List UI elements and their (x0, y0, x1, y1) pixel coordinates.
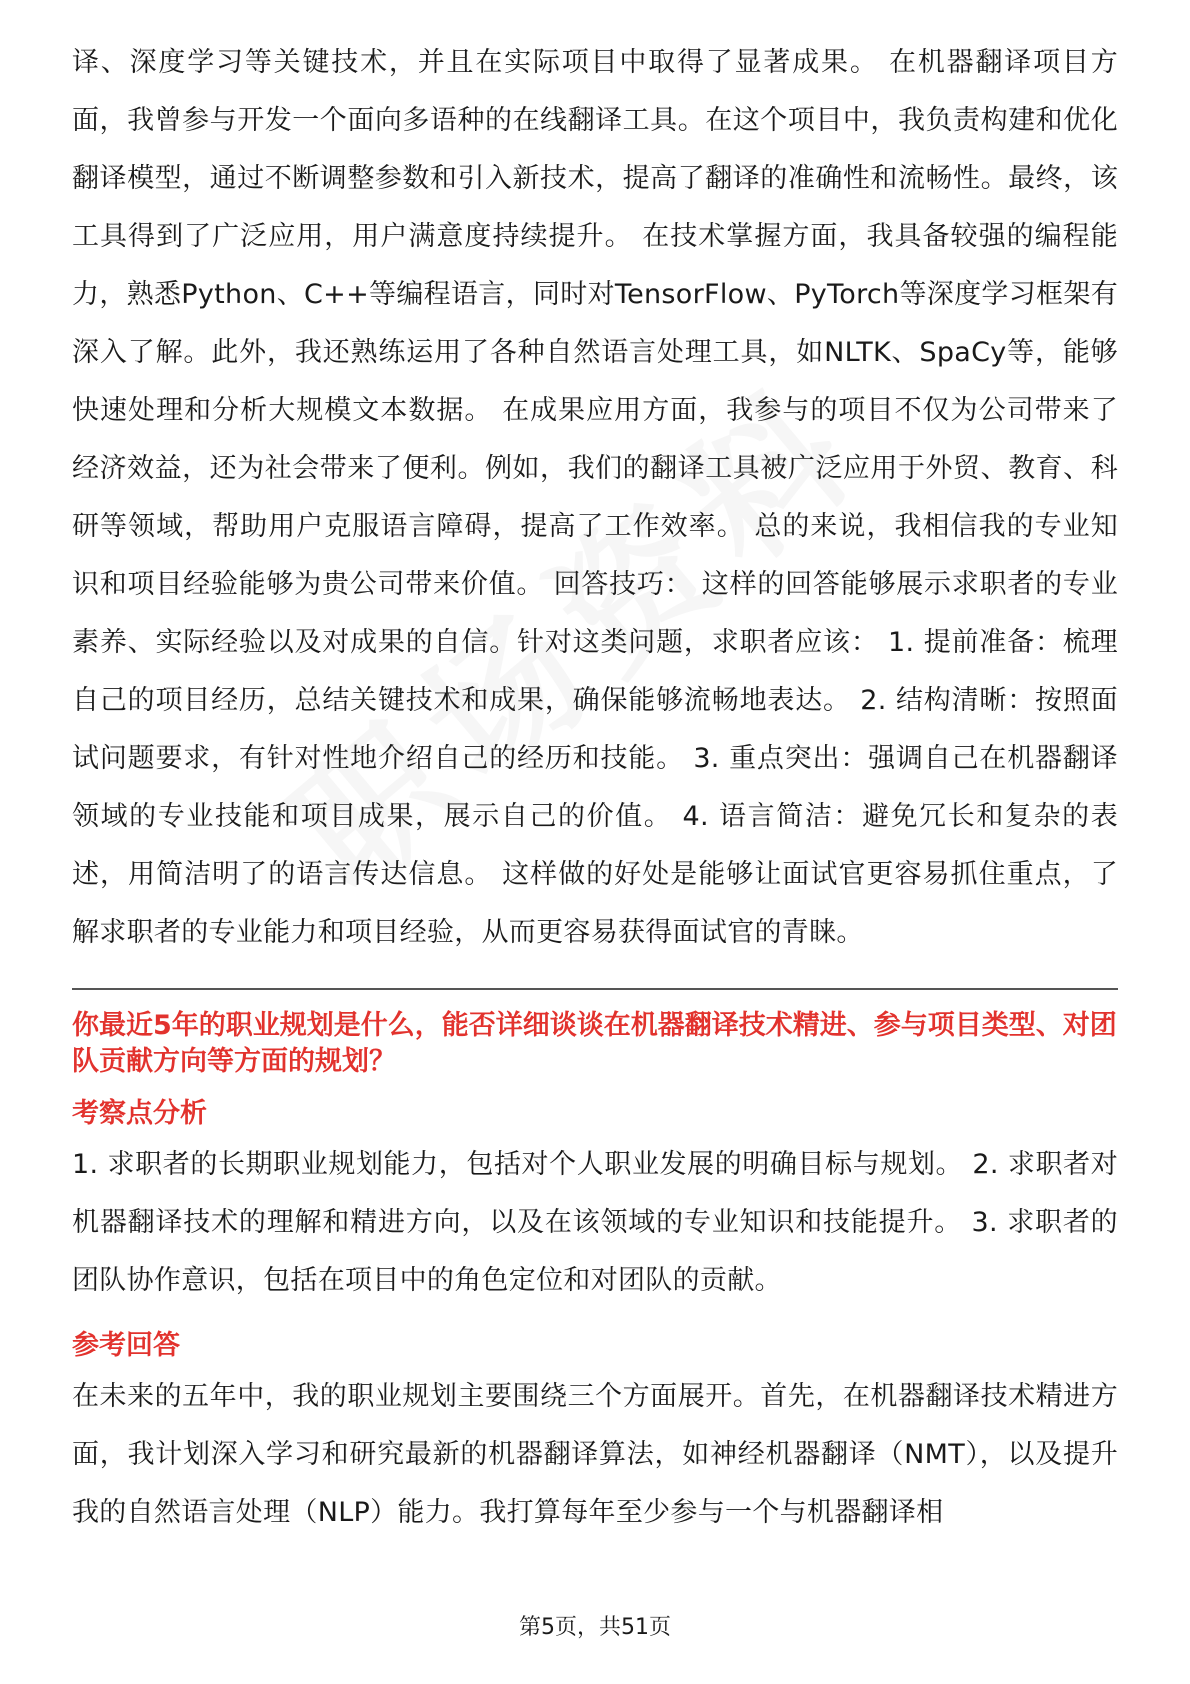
section-divider (72, 988, 1118, 990)
page-number-footer: 第5页，共51页 (519, 1615, 671, 1640)
answer-heading: 参考回答 (72, 1330, 180, 1361)
analysis-text: 1. 求职者的长期职业规划能力，包括对个人职业发展的明确目标与规划。 2. 求职者对机器翻译技术的理解和精进方向，以及在该领域的专业知识和技能提升。 3. 求职者的团队协作意识，包括在项目中的角色定位和对团队的贡献。 (72, 1149, 1118, 1296)
body-paragraph: 译、深度学习等关键技术，并且在实际项目中取得了显著成果。 在机器翻译项目方面，我曾参与开发一个面向多语种的在线翻译工具。在这个项目中，我负责构建和优化翻译模型，通过不断调整参数和引入新技术，提高了翻译的准确性和流畅性。最终，该工具得到了广泛应用，用户满意度持续提升。 在技术掌握方面，我具备较强的编程能力，熟悉Python、C++等编程语言，同时对TensorFlow、PyTorch等深度学习框架有深入了解。此外，我还熟练运用了各种自然语言处理工具，如NLTK、SpaCy等，能够快速处理和分析大规模文本数据。 在成果应用方面，我参与的项目不仅为公司带来了经济效益，还为社会带来了便利。例如，我们的翻译工具被广泛应用于外贸、教育、科研等领域，帮助用户克服语言障碍，提高了工作效率。 总的来说，我相信我的专业知识和项目经验能够为贵公司带来价值。 回答技巧： 这样的回答能够展示求职者的专业素养、实际经验以及对成果的自信。针对这类问题，求职者应该： 1. 提前准备：梳理自己的项目经历，总结关键技术和成果，确保能够流畅地表达。 2. 结构清晰：按照面试问题要求，有针对性地介绍自己的经历和技能。 3. 重点突出：强调自己在机器翻译领域的专业技能和项目成果，展示自己的价值。 4. 语言简洁：避免冗长和复杂的表述，用简洁明了的语言传达信息。 这样做的好处是能够让面试官更容易抓住重点，了解求职者的专业能力和项目经验，从而更容易获得面试官的青睐。 (72, 47, 1118, 948)
answer-text: 在未来的五年中，我的职业规划主要围绕三个方面展开。首先，在机器翻译技术精进方面，我计划深入学习和研究最新的机器翻译算法，如神经机器翻译（NMT），以及提升我的自然语言处理（NLP）能力。我打算每年至少参与一个与机器翻译相 (72, 1381, 1118, 1528)
document-page (72, 34, 1118, 1542)
interview-question: 你最近5年的职业规划是什么，能否详细谈谈在机器翻译技术精进、参与项目类型、对团队贡献方向等方面的规划？ (72, 1010, 1117, 1077)
section-gap (72, 1310, 1118, 1322)
analysis-heading: 考察点分析 (72, 1098, 207, 1129)
